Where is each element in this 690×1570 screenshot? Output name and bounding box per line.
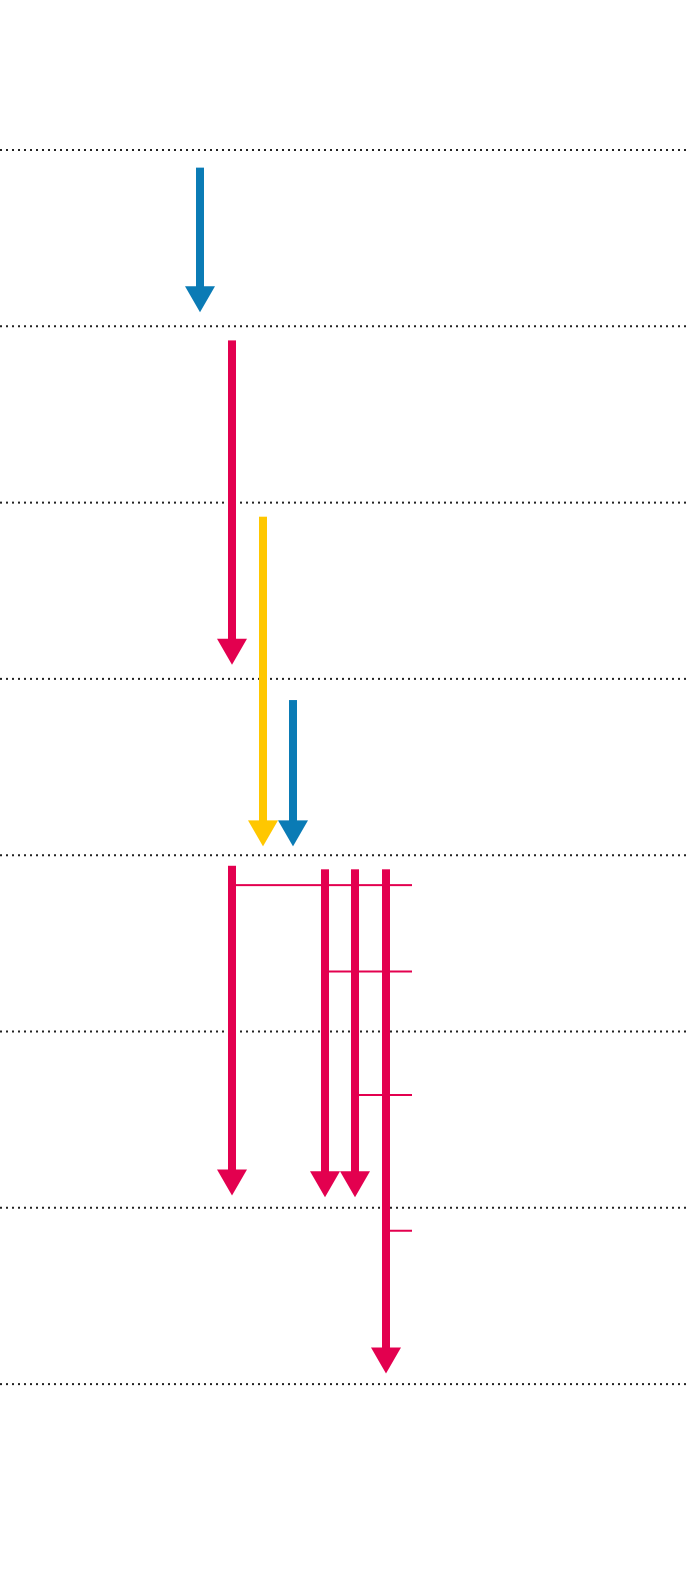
arrow-shaft-red-3	[321, 869, 329, 1172]
arrow-red-3	[310, 869, 340, 1197]
arrow-blue-2	[278, 700, 308, 846]
arrow-yellow-1	[248, 517, 278, 847]
arrow-head-red-1	[217, 639, 247, 665]
arrows	[185, 168, 401, 1374]
arrow-shaft-red-4	[351, 869, 359, 1172]
arrow-shaft-red-5	[382, 869, 390, 1348]
arrow-head-blue-2	[278, 820, 308, 846]
arrow-red-5	[371, 869, 401, 1373]
arrow-head-yellow-1	[248, 820, 278, 846]
gridlines	[0, 150, 686, 1384]
arrow-head-red-3	[310, 1171, 340, 1197]
arrow-shaft-blue-1	[196, 168, 204, 288]
arrow-red-1	[217, 340, 247, 664]
arrow-red-2	[217, 866, 247, 1196]
arrow-head-red-5	[371, 1348, 401, 1374]
arrow-head-blue-1	[185, 286, 215, 312]
arrow-head-red-4	[340, 1171, 370, 1197]
arrow-shaft-blue-2	[289, 700, 297, 821]
arrow-blue-1	[185, 168, 215, 313]
arrow-shaft-red-2	[228, 866, 236, 1171]
arrow-head-red-2	[217, 1169, 247, 1195]
arrow-red-4	[340, 869, 370, 1197]
arrow-shaft-yellow-1	[259, 517, 267, 822]
arrow-shaft-red-1	[228, 340, 236, 639]
